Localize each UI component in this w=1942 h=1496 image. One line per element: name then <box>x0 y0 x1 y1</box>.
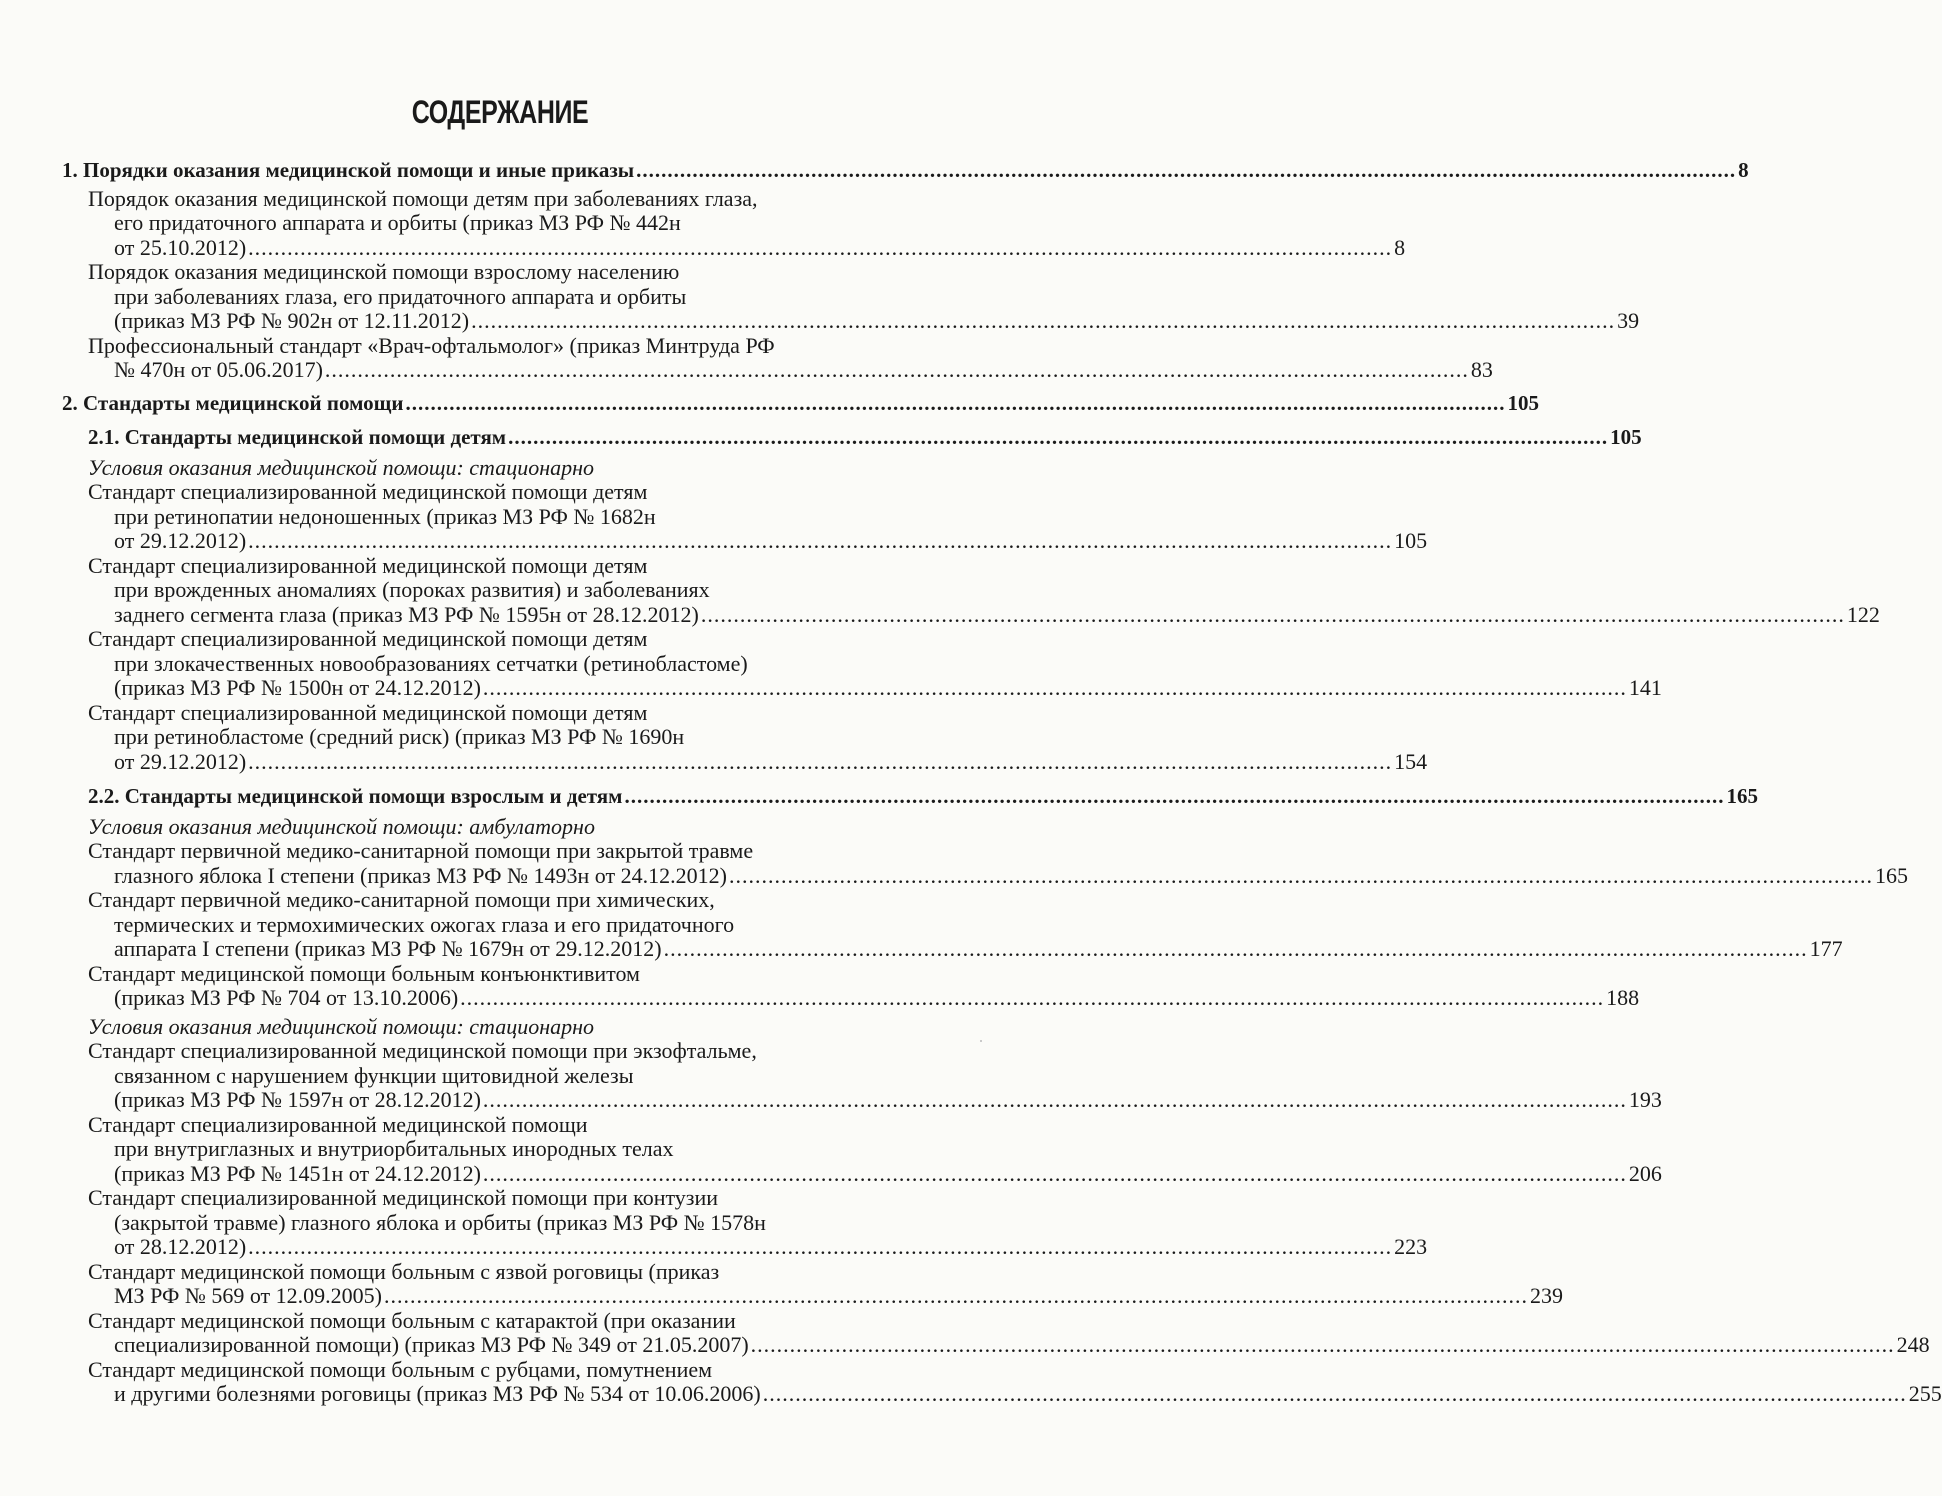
toc-entry-text: Условия оказания медицинской помощи: стационарно <box>88 454 595 480</box>
toc-entry-text: Стандарт специализированной медицинской помощи детям <box>88 479 648 504</box>
dot-leader <box>508 425 1608 449</box>
toc-entry-text: специализированной помощи) (приказ МЗ РФ № 349 от 21.05.2007) <box>114 1332 749 1357</box>
page-number: 193 <box>1628 1087 1662 1112</box>
toc-entry[interactable] <box>62 552 1880 628</box>
page-number: 223 <box>1394 1234 1428 1259</box>
toc-entry-text: при внутриглазных и внутриорбитальных инородных телах <box>114 1136 674 1161</box>
dot-leader <box>248 749 1392 774</box>
toc-section-heading[interactable] <box>62 158 1749 183</box>
page-number: 165 <box>1874 862 1908 888</box>
page-number: 83 <box>1470 357 1493 382</box>
toc-entry[interactable] <box>62 259 1640 334</box>
toc-entry[interactable] <box>62 1307 1930 1358</box>
page-number: 8 <box>1394 234 1406 260</box>
toc-entry-text: Порядок оказания медицинской помощи детям при заболеваниях глаза, <box>88 185 758 211</box>
page-number: 177 <box>1809 936 1843 961</box>
dot-leader <box>664 936 1808 961</box>
page-number: 248 <box>1896 1332 1930 1357</box>
toc-entry-text: Стандарт медицинской помощи больным с язвой роговицы (приказ <box>88 1258 720 1284</box>
dot-leader <box>624 784 1724 808</box>
toc-entry-text: Стандарт специализированной медицинской помощи детям <box>88 699 648 725</box>
toc-entry-text: (приказ МЗ РФ № 1500н от 24.12.2012) <box>114 675 481 700</box>
toc-entry-text: термических и термохимических ожогах глаза и его придаточного <box>114 911 735 937</box>
dot-leader <box>325 357 1469 382</box>
toc-entry-text: № 470н от 05.06.2017) <box>114 357 323 382</box>
toc-entry[interactable] <box>62 1356 1942 1407</box>
page-title: СОДЕРЖАНИЕ <box>411 94 589 130</box>
toc-entry[interactable] <box>62 960 1640 1011</box>
toc-entry-text: 2.2. Стандарты медицинской помощи взрослым и детям <box>88 784 623 808</box>
toc-entry[interactable] <box>62 479 1428 554</box>
toc-entry-text: глазного яблока I степени (приказ МЗ РФ № 1493н от 24.12.2012) <box>114 862 727 888</box>
toc-section-heading[interactable] <box>62 390 1539 416</box>
toc-subsection-heading[interactable] <box>62 425 1642 450</box>
toc-entry[interactable] <box>62 699 1428 775</box>
toc-entry-text: 2. Стандарты медицинской помощи <box>62 390 404 415</box>
toc-entry-text: Порядок оказания медицинской помощи взрослому населению <box>88 259 680 284</box>
toc-entry-text: при заболеваниях глаза, его придаточного аппарата и орбиты <box>114 283 687 309</box>
toc-entry[interactable] <box>62 1258 1563 1309</box>
page-number: 239 <box>1529 1283 1563 1308</box>
page-number: 255 <box>1908 1381 1942 1406</box>
toc-entry-text: Стандарт специализированной медицинской помощи <box>88 1111 588 1137</box>
toc-entry-text: при злокачественных новообразованиях сетчатки (ретинобластоме) <box>114 650 748 676</box>
dot-leader <box>460 985 1604 1010</box>
dot-leader <box>471 308 1615 333</box>
toc-entry-text: и другими болезнями роговицы (приказ МЗ РФ № 534 от 10.06.2006) <box>114 1381 761 1406</box>
toc-entry-text: Стандарт первичной медико-санитарной помощи при закрытой травме <box>88 838 754 863</box>
toc-entry-text: Условия оказания медицинской помощи: амбулаторно <box>88 813 595 839</box>
toc-entry-text: 2.1. Стандарты медицинской помощи детям <box>88 425 507 449</box>
toc-entry-text: от 25.10.2012) <box>114 234 247 260</box>
toc-entry-text: Стандарт медицинской помощи больным конъюнктивитом <box>88 960 640 986</box>
toc-entry-text: связанном с нарушением функции щитовидной железы <box>114 1062 634 1088</box>
toc-entry-text: при врожденных аномалиях (пороках развития) и заболеваниях <box>114 577 710 602</box>
toc-condition-label <box>62 815 940 840</box>
toc-subsection-heading[interactable] <box>62 784 1758 809</box>
toc-entry[interactable] <box>62 1185 1428 1260</box>
toc-entry-text: Стандарт специализированной медицинской помощи детям <box>88 552 648 578</box>
toc-entry-text: (приказ МЗ РФ № 704 от 13.10.2006) <box>114 985 459 1010</box>
toc-entry-text: от 29.12.2012) <box>114 528 247 553</box>
page-number: 154 <box>1394 748 1428 774</box>
toc-entry-text: аппарата I степени (приказ МЗ РФ № 1679н от 29.12.2012) <box>114 936 662 961</box>
toc-entry-text: Стандарт специализированной медицинской помощи при контузии <box>88 1185 719 1210</box>
toc-entry-text: Стандарт медицинской помощи больным с рубцами, помутнением <box>88 1356 713 1382</box>
toc-entry-text: его придаточного аппарата и орбиты (приказ МЗ РФ № 442н <box>114 210 681 235</box>
toc-entry[interactable] <box>62 1038 1662 1113</box>
toc-entry[interactable] <box>62 1111 1662 1187</box>
page-number: 105 <box>1394 528 1428 553</box>
toc-entry-text: (приказ МЗ РФ № 1597н от 28.12.2012) <box>114 1087 481 1112</box>
page-number: 122 <box>1846 601 1880 627</box>
toc-entry-text: Стандарт специализированной медицинской помощи детям <box>88 626 648 651</box>
page-number: 188 <box>1606 985 1640 1010</box>
dot-leader <box>729 863 1873 888</box>
page-number: 39 <box>1617 308 1640 333</box>
toc-entry-text: МЗ РФ № 569 от 12.09.2005) <box>114 1283 382 1308</box>
dot-leader <box>483 1161 1627 1186</box>
dot-leader <box>483 675 1627 700</box>
toc-entry-text: при ретинопатии недоношенных (приказ МЗ РФ № 1682н <box>114 503 656 529</box>
toc-entry-text: от 29.12.2012) <box>114 748 247 774</box>
page-number: 8 <box>1738 158 1749 182</box>
scan-speck <box>980 1040 982 1042</box>
toc-entry-text: Условия оказания медицинской помощи: стационарно <box>88 1013 595 1039</box>
page-number: 105 <box>1507 390 1539 415</box>
toc-entry-text: от 28.12.2012) <box>114 1234 247 1259</box>
toc-entry[interactable] <box>62 332 1493 383</box>
dot-leader <box>248 1234 1392 1259</box>
page-number: 105 <box>1610 425 1642 449</box>
dot-leader <box>751 1332 1895 1357</box>
toc-entry[interactable] <box>62 838 1908 888</box>
toc-entry-text: (приказ МЗ РФ № 1451н от 24.12.2012) <box>114 1160 481 1186</box>
toc-condition-label <box>62 456 940 481</box>
dot-leader <box>405 391 1505 415</box>
toc-entry[interactable] <box>62 887 1843 962</box>
toc-entry-text: Стандарт первичной медико-санитарной помощи при химических, <box>88 887 715 912</box>
toc-condition-label <box>62 1015 940 1040</box>
toc-entry-text: (закрытой травме) глазного яблока и орбиты (приказ МЗ РФ № 1578н <box>114 1209 766 1235</box>
dot-leader <box>636 158 1736 182</box>
toc-entry-text: заднего сегмента глаза (приказ МЗ РФ № 1595н от 28.12.2012) <box>114 601 699 627</box>
page-number: 206 <box>1628 1160 1662 1186</box>
toc-entry-text: (приказ МЗ РФ № 902н от 12.11.2012) <box>114 308 470 333</box>
toc-entry-text: 1. Порядки оказания медицинской помощи и иные приказы <box>62 158 635 182</box>
toc-entry[interactable] <box>62 626 1662 701</box>
toc-entry[interactable] <box>62 185 1406 261</box>
dot-leader <box>248 528 1392 553</box>
dot-leader <box>483 1087 1627 1112</box>
page-number: 141 <box>1628 675 1662 700</box>
dot-leader <box>763 1381 1907 1406</box>
dot-leader <box>384 1283 1528 1308</box>
toc-entry-text: Стандарт медицинской помощи больным с катарактой (при оказании <box>88 1307 736 1333</box>
page-number: 165 <box>1726 784 1758 808</box>
dot-leader <box>248 235 1392 260</box>
toc-entry-text: Профессиональный стандарт «Врач-офтальмолог» (приказ Минтруда РФ <box>88 332 775 358</box>
toc-entry-text: при ретинобластоме (средний риск) (приказ МЗ РФ № 1690н <box>114 724 685 749</box>
table-of-contents <box>62 150 1942 1407</box>
toc-entry-text: Стандарт специализированной медицинской помощи при экзофтальме, <box>88 1038 757 1063</box>
dot-leader <box>701 602 1845 627</box>
